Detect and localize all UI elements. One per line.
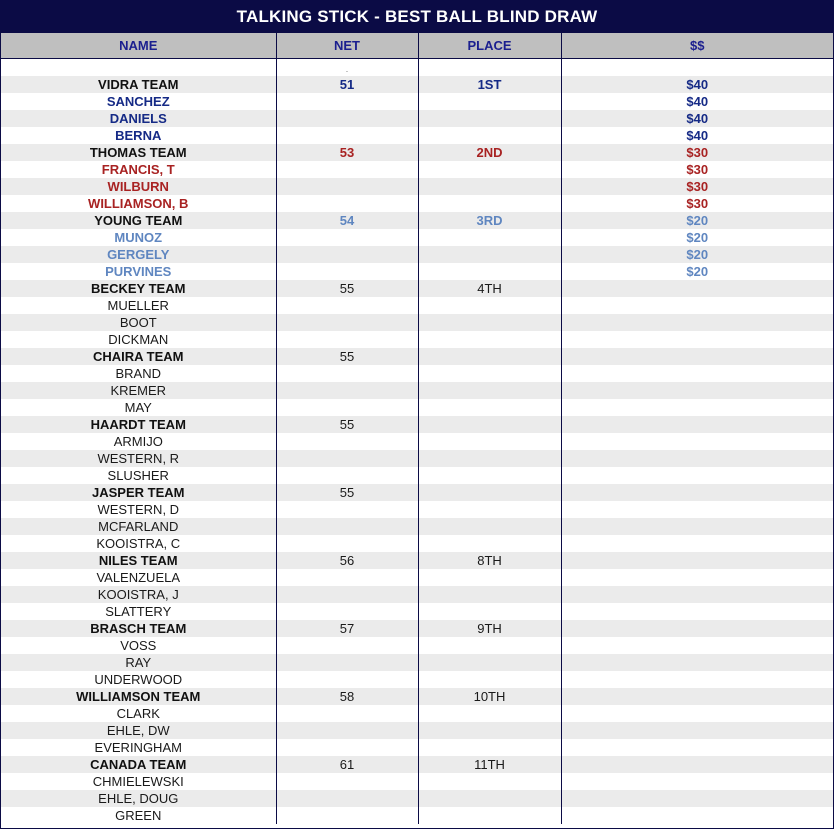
payout-amount: [561, 654, 833, 671]
net-score: 55: [276, 348, 418, 365]
header-row: [1, 33, 833, 59]
net-score: 57: [276, 620, 418, 637]
payout-amount: [561, 756, 833, 773]
player-name: PURVINES: [105, 264, 172, 279]
net-score: [276, 297, 418, 314]
player-name: WESTERN, D: [97, 502, 180, 517]
spacer-mark: .: [345, 65, 349, 74]
finish-place: 11TH: [418, 756, 561, 773]
table-row: [1, 382, 833, 399]
finish-place: 9TH: [418, 620, 561, 637]
finish-place: [418, 790, 561, 807]
table-row: [1, 212, 833, 229]
table-row: [1, 535, 833, 552]
finish-place: [418, 382, 561, 399]
finish-place: 4TH: [418, 280, 561, 297]
finish-place: [418, 739, 561, 756]
player-name: VALENZUELA: [96, 570, 181, 585]
payout-amount: [561, 484, 833, 501]
results-table: [1, 33, 833, 824]
finish-place: [418, 263, 561, 280]
payout-amount: [561, 280, 833, 297]
finish-place: [418, 705, 561, 722]
net-score: [276, 535, 418, 552]
table-row: [1, 450, 833, 467]
finish-place: [418, 722, 561, 739]
net-score: [276, 722, 418, 739]
finish-place: [418, 416, 561, 433]
table-row: [1, 756, 833, 773]
player-name: THOMAS TEAM: [1, 144, 276, 161]
payout-amount: [561, 501, 833, 518]
net-score: 56: [276, 552, 418, 569]
net-score: [276, 195, 418, 212]
player-name: GERGELY: [1, 246, 276, 263]
finish-place: 8TH: [418, 552, 561, 569]
payout-amount: $40: [561, 127, 833, 144]
table-row: [1, 433, 833, 450]
net-score: [276, 365, 418, 382]
finish-place: [418, 161, 561, 178]
net-score: [276, 399, 418, 416]
finish-place: [418, 178, 561, 195]
player-name: CHAIRA TEAM: [1, 348, 276, 365]
payout-amount: [561, 467, 833, 484]
player-name: JASPER TEAM: [1, 484, 276, 501]
column-header-name: NAME: [1, 33, 276, 59]
table-row: [1, 671, 833, 688]
table-row: [1, 246, 833, 263]
net-score: [276, 586, 418, 603]
finish-place: [418, 348, 561, 365]
finish-place: [418, 433, 561, 450]
finish-place: [418, 535, 561, 552]
table-body: [1, 59, 833, 825]
player-name: MUELLER: [107, 298, 169, 313]
table-row: [1, 127, 833, 144]
finish-place: [418, 654, 561, 671]
payout-amount: $30: [561, 144, 833, 161]
finish-place: [418, 331, 561, 348]
table-row: [1, 773, 833, 790]
finish-place: [418, 467, 561, 484]
payout-amount: [561, 773, 833, 790]
payout-amount: [561, 552, 833, 569]
player-name: WILLIAMSON, B: [88, 196, 189, 211]
table-row: [1, 144, 833, 161]
table-row: [1, 399, 833, 416]
player-name: UNDERWOOD: [94, 672, 183, 687]
table-row: [1, 93, 833, 110]
payout-amount: [561, 382, 833, 399]
player-name: NILES TEAM: [1, 552, 276, 569]
column-header-net: NET: [276, 33, 418, 59]
finish-place: [418, 450, 561, 467]
player-name: BRAND: [115, 366, 161, 381]
table-row: [1, 297, 833, 314]
payout-amount: [561, 518, 833, 535]
table-row: [1, 76, 833, 93]
finish-place: 1ST: [418, 76, 561, 93]
player-name: VOSS: [120, 638, 157, 653]
table-row: [1, 178, 833, 195]
player-name: SANCHEZ: [106, 94, 170, 109]
net-score: [276, 705, 418, 722]
payout-amount: [561, 637, 833, 654]
player-name: CANADA TEAM: [1, 756, 276, 773]
table-row: [1, 569, 833, 586]
table-row: [1, 790, 833, 807]
table-row: [1, 654, 833, 671]
table-row: [1, 195, 833, 212]
spacer-row: [1, 59, 833, 77]
finish-place: [418, 586, 561, 603]
table-row: [1, 229, 833, 246]
payout-amount: $20: [561, 229, 833, 246]
net-score: [276, 739, 418, 756]
net-score: 54: [276, 212, 418, 229]
table-row: [1, 807, 833, 824]
net-score: [276, 127, 418, 144]
table-row: [1, 501, 833, 518]
table-row: [1, 348, 833, 365]
payout-amount: $30: [561, 195, 833, 212]
finish-place: [418, 399, 561, 416]
net-score: 55: [276, 280, 418, 297]
payout-amount: [561, 671, 833, 688]
player-name: SLUSHER: [107, 468, 169, 483]
net-score: [276, 569, 418, 586]
net-score: [276, 110, 418, 127]
net-score: 55: [276, 484, 418, 501]
player-name: DICKMAN: [108, 332, 169, 347]
net-score: [276, 518, 418, 535]
finish-place: [418, 297, 561, 314]
net-score: [276, 314, 418, 331]
player-name: KREMER: [1, 382, 276, 399]
net-score: [276, 382, 418, 399]
net-score: 53: [276, 144, 418, 161]
table-row: [1, 688, 833, 705]
player-name: ARMIJO: [113, 434, 163, 449]
player-name: BERNA: [115, 128, 162, 143]
sheet-title: TALKING STICK - BEST BALL BLIND DRAW: [1, 0, 833, 33]
net-score: [276, 790, 418, 807]
player-name: VIDRA TEAM: [1, 76, 276, 93]
payout-amount: $30: [561, 161, 833, 178]
player-name: MCFARLAND: [1, 518, 276, 535]
table-row: [1, 263, 833, 280]
player-name: EHLE, DOUG: [1, 790, 276, 807]
payout-amount: $40: [561, 110, 833, 127]
payout-amount: [561, 807, 833, 824]
payout-amount: [561, 450, 833, 467]
net-score: [276, 654, 418, 671]
player-name: FRANCIS, T: [101, 162, 175, 177]
finish-place: [418, 518, 561, 535]
table-row: [1, 739, 833, 756]
payout-amount: [561, 416, 833, 433]
player-name: HAARDT TEAM: [1, 416, 276, 433]
finish-place: [418, 110, 561, 127]
table-row: [1, 365, 833, 382]
player-name: BOOT: [1, 314, 276, 331]
table-row: [1, 518, 833, 535]
finish-place: [418, 569, 561, 586]
table-row: [1, 705, 833, 722]
net-score: [276, 773, 418, 790]
table-row: [1, 161, 833, 178]
table-row: [1, 110, 833, 127]
table-row: [1, 484, 833, 501]
player-name: CHMIELEWSKI: [92, 774, 184, 789]
finish-place: [418, 671, 561, 688]
net-score: [276, 807, 418, 824]
player-name: DANIELS: [1, 110, 276, 127]
payout-amount: [561, 331, 833, 348]
net-score: 55: [276, 416, 418, 433]
net-score: [276, 263, 418, 280]
player-name: KOOISTRA, J: [1, 586, 276, 603]
player-name: KOOISTRA, C: [96, 536, 181, 551]
net-score: [276, 467, 418, 484]
table-row: [1, 331, 833, 348]
net-score: 51: [276, 76, 418, 93]
player-name: EVERINGHAM: [94, 740, 182, 755]
player-name: BRASCH TEAM: [1, 620, 276, 637]
player-name: WILLIAMSON TEAM: [1, 688, 276, 705]
payout-amount: [561, 399, 833, 416]
finish-place: [418, 484, 561, 501]
player-name: CLARK: [116, 706, 160, 721]
payout-amount: [561, 790, 833, 807]
player-name: EHLE, DW: [1, 722, 276, 739]
table-row: [1, 722, 833, 739]
net-score: [276, 331, 418, 348]
table-row: [1, 552, 833, 569]
net-score: [276, 450, 418, 467]
payout-amount: [561, 705, 833, 722]
table-row: [1, 620, 833, 637]
net-score: [276, 603, 418, 620]
net-score: [276, 178, 418, 195]
finish-place: 10TH: [418, 688, 561, 705]
payout-amount: [561, 688, 833, 705]
payout-amount: [561, 314, 833, 331]
net-score: 58: [276, 688, 418, 705]
payout-amount: [561, 620, 833, 637]
payout-amount: $20: [561, 212, 833, 229]
table-row: [1, 416, 833, 433]
finish-place: [418, 93, 561, 110]
table-row: [1, 586, 833, 603]
player-name: RAY: [1, 654, 276, 671]
net-score: 61: [276, 756, 418, 773]
net-score: [276, 637, 418, 654]
payout-amount: [561, 569, 833, 586]
payout-amount: $40: [561, 93, 833, 110]
finish-place: 2ND: [418, 144, 561, 161]
net-score: [276, 229, 418, 246]
player-name: WESTERN, R: [1, 450, 276, 467]
table-row: [1, 467, 833, 484]
net-score: [276, 433, 418, 450]
finish-place: [418, 229, 561, 246]
player-name: BECKEY TEAM: [1, 280, 276, 297]
finish-place: [418, 127, 561, 144]
net-score: [276, 501, 418, 518]
finish-place: [418, 246, 561, 263]
player-name: MUNOZ: [114, 230, 163, 245]
table-row: [1, 637, 833, 654]
finish-place: [418, 195, 561, 212]
finish-place: 3RD: [418, 212, 561, 229]
table-row: [1, 603, 833, 620]
payout-amount: $20: [561, 246, 833, 263]
player-name: SLATTERY: [105, 604, 172, 619]
finish-place: [418, 314, 561, 331]
finish-place: [418, 773, 561, 790]
player-name: WILBURN: [1, 178, 276, 195]
column-header-place: PLACE: [418, 33, 561, 59]
finish-place: [418, 603, 561, 620]
payout-amount: [561, 586, 833, 603]
finish-place: [418, 365, 561, 382]
payout-amount: $20: [561, 263, 833, 280]
finish-place: [418, 807, 561, 824]
player-name: MAY: [124, 400, 152, 415]
table-row: [1, 314, 833, 331]
payout-amount: [561, 535, 833, 552]
payout-amount: $30: [561, 178, 833, 195]
payout-amount: [561, 297, 833, 314]
payout-amount: [561, 722, 833, 739]
net-score: [276, 93, 418, 110]
finish-place: [418, 637, 561, 654]
player-name: GREEN: [115, 808, 162, 823]
payout-amount: [561, 603, 833, 620]
payout-amount: [561, 739, 833, 756]
player-name: YOUNG TEAM: [1, 212, 276, 229]
column-header-pay: $$: [561, 33, 833, 59]
table-row: [1, 280, 833, 297]
net-score: [276, 246, 418, 263]
payout-amount: [561, 348, 833, 365]
payout-amount: [561, 433, 833, 450]
net-score: [276, 671, 418, 688]
payout-amount: $40: [561, 76, 833, 93]
payout-amount: [561, 365, 833, 382]
finish-place: [418, 501, 561, 518]
net-score: [276, 161, 418, 178]
